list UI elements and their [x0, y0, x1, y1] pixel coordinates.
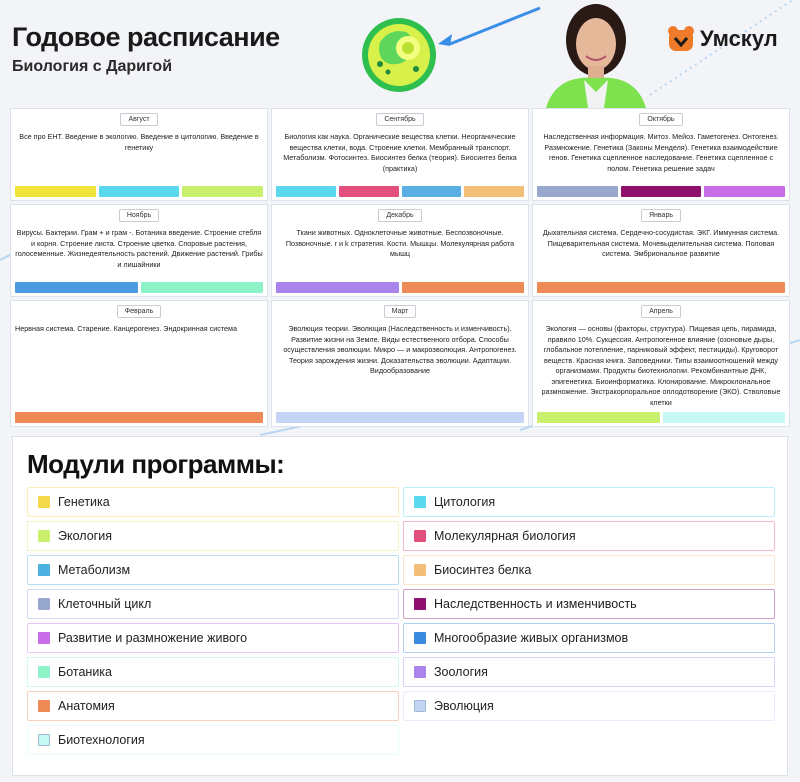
- module-item: [403, 657, 775, 687]
- month-label: Апрель: [641, 305, 681, 318]
- module-label: Биосинтез белка: [434, 563, 532, 577]
- month-label: Октябрь: [639, 113, 682, 126]
- module-color-bar: [537, 186, 618, 197]
- month-label: Январь: [641, 209, 681, 222]
- module-color-swatch: [38, 666, 50, 678]
- module-item: [27, 487, 399, 517]
- module-label: Метаболизм: [58, 563, 131, 577]
- module-color-bar: [704, 186, 785, 197]
- module-item: [403, 589, 775, 619]
- module-item: [27, 623, 399, 653]
- module-bars: [15, 282, 263, 293]
- module-color-bar: [15, 412, 263, 423]
- month-card: [532, 300, 790, 427]
- month-card: [532, 108, 790, 201]
- module-color-bar: [141, 282, 264, 293]
- cell-illustration-icon: [358, 14, 440, 96]
- module-bars: [537, 412, 785, 423]
- module-label: Экология: [58, 529, 112, 543]
- module-label: Молекулярная биология: [434, 529, 576, 543]
- modules-panel: [12, 436, 788, 776]
- module-color-swatch: [38, 598, 50, 610]
- month-topics: Экология — основы (факторы, структура). Пищевая цепь, пирамида, правило 10%. Сукцессия. Антропогенное влияние (озоновые дыры, глобальное потепление, парниковый эффект, пестициды). Круговорот веществ. Красная книга. Заповедники. Типы взаимоотношений между организмами. Продукты биотехнологии. Рекомбинантные ДНК, эпигенетика. Биоинформатика. Клонирование. Микроклональное размножение. Экстракорпоральное оплодотворение (ЭКО). Стволовые клетки: [541, 324, 781, 407]
- module-color-swatch: [38, 564, 50, 576]
- module-bars: [15, 186, 263, 197]
- module-color-swatch: [38, 700, 50, 712]
- month-topics: Ткани животных. Одноклеточные животные. Беспозвоночные. Позвоночные. r и k стратегия. Кости. Мышцы. Молекулярная работа мышц: [285, 228, 515, 258]
- module-item: [403, 521, 775, 551]
- module-color-swatch: [38, 530, 50, 542]
- module-label: Развитие и размножение живого: [58, 631, 248, 645]
- month-card: [532, 204, 790, 297]
- module-item: [27, 657, 399, 687]
- module-color-bar: [402, 186, 462, 197]
- month-label: Август: [120, 113, 157, 126]
- month-card: [10, 300, 268, 427]
- module-label: Биотехнология: [58, 733, 145, 747]
- month-topics: Эволюция теории. Эволюция (Наследственность и изменчивость). Развитие жизни на Земле. Виды естественного отбора. Способы осуществления эволюции. Микро — и макроэволюция. Антропогенез. Теория зарождения жизни. Доказательства эволюции. Адаптации. Видообразование: [283, 324, 517, 375]
- module-label: Анатомия: [58, 699, 115, 713]
- module-bars: [537, 186, 785, 197]
- module-color-swatch: [414, 700, 426, 712]
- module-color-swatch: [414, 666, 426, 678]
- module-item: [27, 725, 399, 755]
- module-color-bar: [621, 186, 702, 197]
- modules-list: [27, 487, 775, 755]
- month-card: [271, 108, 529, 201]
- module-color-swatch: [38, 496, 50, 508]
- module-color-swatch: [414, 530, 426, 542]
- module-label: Генетика: [58, 495, 110, 509]
- page-subtitle: Биология с Даригой: [12, 58, 173, 75]
- module-bars: [15, 412, 263, 423]
- month-label: Февраль: [117, 305, 161, 318]
- module-color-swatch: [38, 734, 50, 746]
- module-color-bar: [99, 186, 180, 197]
- module-item: [403, 691, 775, 721]
- module-bars: [537, 282, 785, 293]
- module-color-bar: [339, 186, 399, 197]
- module-label: Клеточный цикл: [58, 597, 152, 611]
- module-color-bar: [276, 282, 399, 293]
- module-bars: [276, 186, 524, 197]
- month-label: Декабрь: [378, 209, 421, 222]
- month-topics: Наследственная информация. Митоз. Мейоз. Гаметогенез. Онтогенез. Размножение. Генетика (Законы Менделя). Генетика взаимодействие генов. Генетика сцепленное наследование. Генетика сцепленное с полом. Генетика решение задач: [543, 132, 779, 173]
- modules-title: Модули программы:: [27, 449, 285, 479]
- brand-logo: [666, 24, 778, 54]
- module-label: Цитология: [434, 495, 496, 509]
- page-title: Годовое расписание: [12, 22, 280, 52]
- module-label: Эволюция: [434, 699, 494, 713]
- module-color-bar: [537, 282, 785, 293]
- module-item: [403, 555, 775, 585]
- teacher-photo: [540, 0, 652, 108]
- module-color-swatch: [38, 632, 50, 644]
- month-label: Ноябрь: [119, 209, 159, 222]
- module-item: [27, 589, 399, 619]
- month-topics: Биология как наука. Органические вещества клетки. Неорганические вещества клетки, вода. Строение клетки. Мембранный транспорт. Метаболизм. Фотосинтез. Биосинтез белка (теория). Биосинтез белка (практика): [283, 132, 517, 173]
- month-label: Март: [384, 305, 417, 318]
- module-item: [27, 555, 399, 585]
- module-color-swatch: [414, 632, 426, 644]
- module-item: [27, 521, 399, 551]
- bear-logo-icon: [666, 24, 696, 54]
- month-topics: Вирусы. Бактерии. Грам + и грам -. Ботаника введение. Строение стебля и корня. Строение листа. Строение цветка. Споровые растения, голосеменные. Жизнедеятельность растений. Движение растений. Грибы и лишайники: [15, 228, 263, 269]
- header: [0, 0, 800, 108]
- module-color-bar: [182, 186, 263, 197]
- month-topics: Дыхательная система. Сердечно-сосудистая. ЭКГ. Иммунная система. Пищеварительная система. Мочевыделительная система. Половая система. Эмбриональное развитие: [542, 228, 780, 258]
- module-color-bar: [15, 282, 138, 293]
- module-color-bar: [464, 186, 524, 197]
- month-topics: Все про ЕНТ. Введение в экологию. Введение в цитологию. Введение в генетику: [19, 132, 259, 152]
- module-label: Ботаника: [58, 665, 112, 679]
- module-color-bar: [276, 186, 336, 197]
- module-color-bar: [276, 412, 524, 423]
- month-card: [10, 204, 268, 297]
- module-label: Зоология: [434, 665, 488, 679]
- module-color-bar: [537, 412, 660, 423]
- month-card: [271, 300, 529, 427]
- module-color-bar: [663, 412, 786, 423]
- module-color-bar: [15, 186, 96, 197]
- module-item: [403, 487, 775, 517]
- module-label: Наследственность и изменчивость: [434, 597, 637, 611]
- module-color-swatch: [414, 598, 426, 610]
- module-bars: [276, 412, 524, 423]
- logo-text: Умскул: [700, 26, 778, 51]
- module-color-swatch: [414, 496, 426, 508]
- module-item: [27, 691, 399, 721]
- month-topics: Нервная система. Старение. Канцерогенез. Эндокринная система: [15, 324, 237, 333]
- module-item: [403, 623, 775, 653]
- month-label: Сентябрь: [376, 113, 423, 126]
- module-label: Многообразие живых организмов: [434, 631, 629, 645]
- month-card: [271, 204, 529, 297]
- month-card: [10, 108, 268, 201]
- module-color-swatch: [414, 564, 426, 576]
- module-color-bar: [402, 282, 525, 293]
- months-grid: [10, 108, 790, 428]
- module-bars: [276, 282, 524, 293]
